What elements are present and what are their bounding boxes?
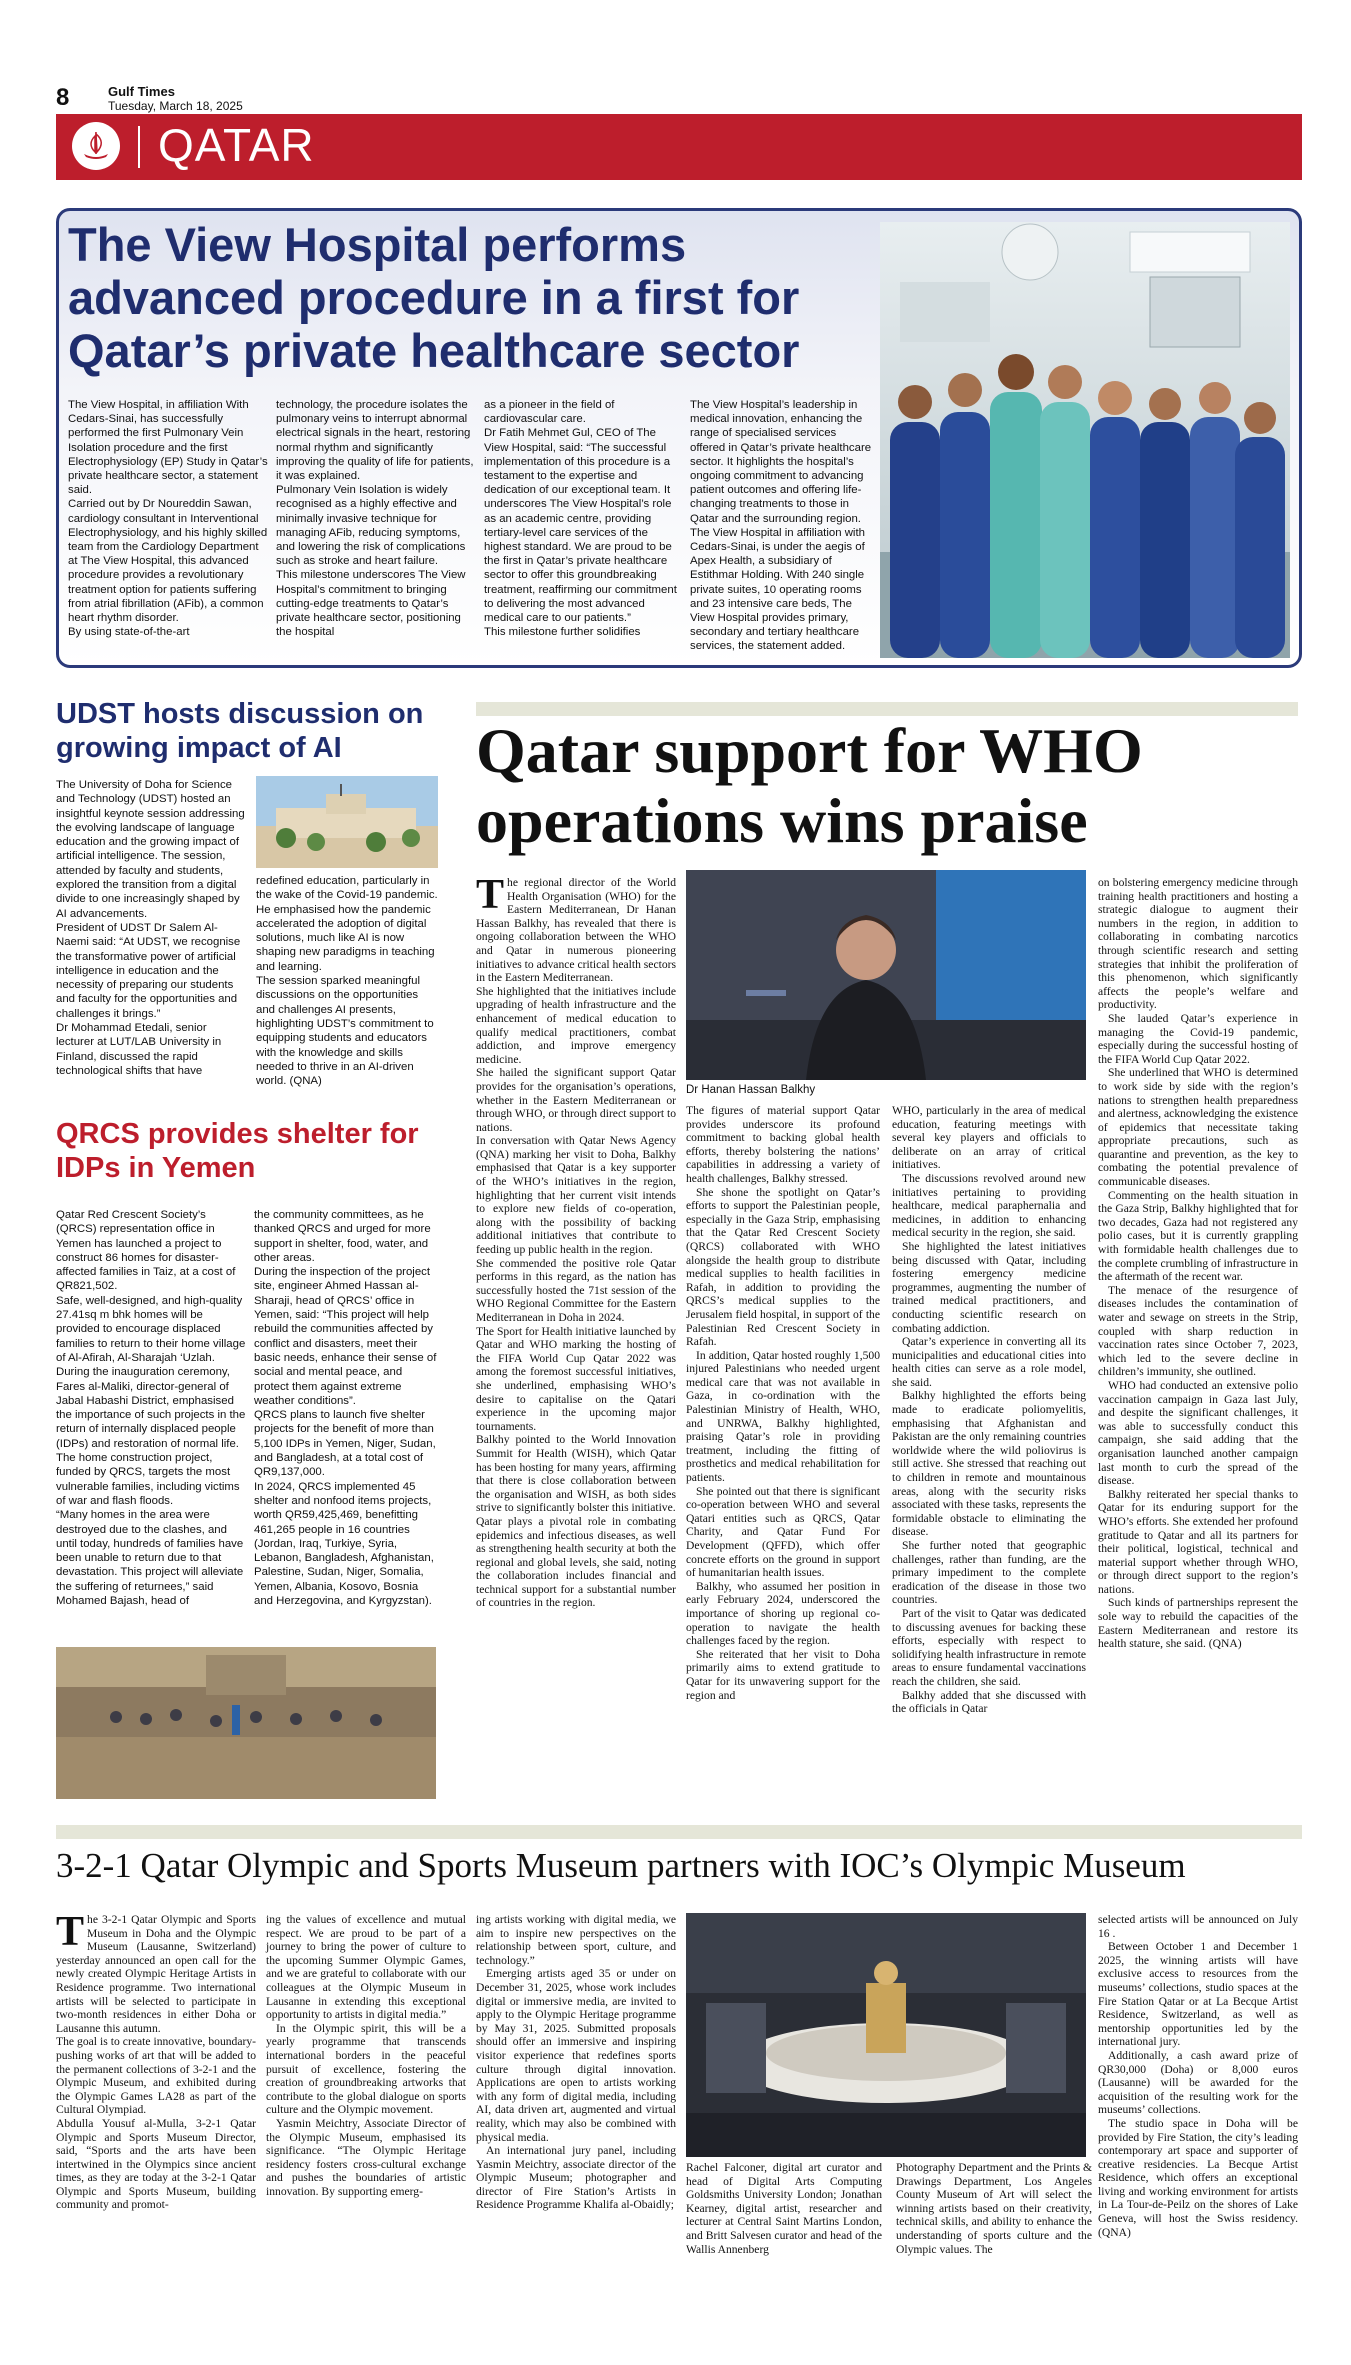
museum-column-5 <box>1098 1913 1298 2239</box>
paragraph: Pulmonary Vein Isolation is widely recognised as a highly effective and minimally invasive technique for managing AFib, reducing symptoms, and lowering the risk of complications such as stroke and heart failure. <box>276 484 466 568</box>
paragraph: Part of the visit to Qatar was dedicated to discussing avenues for backing these efforts, especially with respect to solidifying health infrastructure in remote areas to ensure fundamental vaccinations reach the children, she said. <box>892 1606 1086 1688</box>
page-number: 8 <box>56 84 70 111</box>
paragraph: selected artists will be announced on July 16 . <box>1098 1913 1298 1940</box>
paragraph: She highlighted the latest initiatives being discussed with Qatar, including fostering emergency medicine programmes, augmenting the number of trained medical practitioners, and conducting scientific research on combating addiction. <box>892 1239 1086 1335</box>
museum-column-4a: Rachel Falconer, digital art curator and head of Digital Arts Computing Goldsmiths University London; Jonathan Kearney, digital artist, researcher and lecturer at Central Saint Martins London, and Britt Salvesen curator and head of the Wallis Annenberg <box>686 2161 882 2256</box>
who-header-band <box>476 702 1298 716</box>
paragraph: In conversation with Qatar News Agency (QNA) marking her visit to Doha, Balkhy emphasised that Qatar is a key supporter of the WHO’s initiatives in the region, highlighting that her current visit intends to explore new fields of co-operation, along with the possibility of backing additional initiatives that contribute to feeding up public health in the region. <box>476 1134 676 1257</box>
who-column-3 <box>892 1104 1086 1716</box>
paragraph: The Sport for Health initiative launched by Qatar and WHO marking the hosting of the FIFA World Cup Qatar 2022 was among the foremost successful initiatives, she underlined, emphasising WHO’s desire to capitalise on the Qatari experience in the upcoming major tournaments. <box>476 1324 676 1433</box>
featured-column-3 <box>484 398 680 639</box>
paragraph: redefined education, particularly in the wake of the Covid-19 pandemic. He emphasised how the pandemic accelerated the adoption of digital solutions, much like AI is now shaping new paradigms in teaching and learning. <box>256 875 438 973</box>
paragraph: QRCS plans to launch five shelter projects for the benefit of more than 5,100 IDPs in Yemen, Niger, Sudan, and Bangladesh, at a total cost of QR9,137,000. <box>254 1409 436 1479</box>
paragraph: The studio space in Doha will be provided by Fire Station, the city’s leading contemporary art space and supporter of creative residencies. La Becque Artist Residence, which offers an exceptional living and working environment for artists in La Tour-de-Peilz on the shores of Lake Geneva, will host the Swiss residency. (QNA) <box>1098 2116 1298 2239</box>
newspaper-name: Gulf Times <box>108 84 175 99</box>
paragraph: “Many homes in the area were destroyed due to the clashes, and until today, hundreds of families have been unable to return due to that devastation. This project will alleviate the suffering of returnees,” said Mohamed Bajash, head of <box>56 1509 244 1608</box>
udst-headline: UDST hosts discussion on growing impact of AI <box>56 698 424 764</box>
hospital-team-photo <box>880 222 1290 658</box>
paragraph: Dr Fatih Mehmet Gul, CEO of The View Hospital, said: “The successful implementation of this procedure is a testament to the expertise and dedication of our exceptional team. It underscores The View Hospital’s role as an academic centre, providing tertiary-level care services of the highest standard. We are proud to be the first in Qatar’s private healthcare sector to offer this groundbreaking treatment, reaffirming our commitment to delivering the most advanced medical care to our patients.” <box>484 427 677 625</box>
paragraph: Between October 1 and December 1 2025, the winning artists will have exclusive access to resources from the museums’ collections, studio spaces at the Fire Station Qatar or at La Becque Artist Residence, Switzerland, as well as mentorship opportunities led by the international jury. <box>1098 1940 1298 2049</box>
paragraph: WHO, particularly in the area of medical education, featuring meetings with several key players and officials to deliberate on an array of critical initiatives. <box>892 1104 1086 1172</box>
museum-column-4b: Photography Department and the Prints & Drawings Department, Los Angeles County Museum of Art will select the winning artists based on their creativity, technical skills, and ability to enhance the understanding of sports culture and the Olympic values. The <box>896 2161 1092 2256</box>
paragraph: She hailed the significant support Qatar provides for the organisation’s operations, whether in the Eastern Mediterranean or through WHO, or through direct support to nations. <box>476 1066 676 1134</box>
paragraph: She underlined that WHO is determined to work side by side with the region’s nations to strengthen health preparedness and alertness, acknowledging the existence of epidemics that necessitate taking appropriate precautions, such as quarantine and prevention, as the key to combating the potential prevalence of communicable diseases. <box>1098 1066 1298 1189</box>
paragraph: In addition, Qatar hosted roughly 1,500 injured Palestinians who needed urgent medical care that was not available in Gaza, in co-ordination with the Palestinian Ministry of Health, WHO, and UNRWA, Balkhy highlighted, praising Qatar’s role in providing treatment, including the fitting of prosthetics and medical rehabilitation for patients. <box>686 1348 880 1485</box>
paragraph: The menace of the resurgence of diseases includes the contamination of water and sewage on streets in the Strip, coupled with sharp reduction in vaccination rates since October 7, 2023, which led to the severe decline in children’s immunity, she outlined. <box>1098 1283 1298 1379</box>
qrcs-column-2 <box>254 1208 440 1608</box>
paragraph: The home construction project, funded by QRCS, targets the most vulnerable families, including victims of war and flash floods. <box>56 1452 240 1507</box>
paragraph: Qatar’s experience in converting all its municipalities and educational cities into health cities can serve as a role model, she said. <box>892 1335 1086 1389</box>
who-column-1-text <box>476 872 676 1610</box>
paragraph: The View Hospital’s leadership in medical innovation, enhancing the range of specialised services offered in Qatar’s private healthcare sector. It highlights the hospital’s ongoing commitment to advancing patient outcomes and offering life-changing treatments to those in Qatar and the surrounding region. <box>690 399 872 525</box>
paragraph: She reiterated that her visit to Doha primarily aims to extend gratitude to Qatar for its unwavering support for the region and <box>686 1647 880 1702</box>
paragraph: technology, the procedure isolates the pulmonary veins to interrupt abnormal electrical signals in the heart, restoring normal rhythm and significantly improving the quality of life for patients, it was explained. <box>276 399 474 483</box>
paragraph: on bolstering emergency medicine through training health practitioners and hosting a strategic dialogue to augment their numbers in the region, in addition to collaborating in combating narcotics through scientific research and setting strategies that inhibit the proliferation of this phenomenon, which significantly affects the people’s welfare and productivity. <box>1098 876 1298 1012</box>
paragraph: Balkhy pointed to the World Innovation Summit for Health (WISH), which Qatar has been hosting for many years, affirming that there is close collaboration between the organisation and WISH, as both sides strive to significantly bolster this initiative. <box>476 1433 676 1515</box>
paragraph: During the inauguration ceremony, Fares al-Maliki, director-general of Jabal Habashi District, emphasised the importance of such projects in the return of internally displaced people (IDPs) and restoration of normal life. <box>56 1366 246 1450</box>
featured-column-1 <box>68 398 268 639</box>
who-director-photo <box>686 870 1086 1080</box>
featured-column-4 <box>690 398 872 654</box>
paragraph: The goal is to create innovative, boundary-pushing works of art that will be added to the permanent collections of 3-2-1 and the Olympic Museum, and exhibited during the Olympic Games LA28 as part of the Cultural Olympiad. <box>56 2035 256 2117</box>
paragraph: By using state-of-the-art <box>68 626 190 639</box>
paragraph: Dr Mohammad Etedali, senior lecturer at LUT/LAB University in Finland, discussed the rapid technological shifts that have <box>56 1022 222 1077</box>
paragraph: She shone the spotlight on Qatar’s efforts to support the Palestinian people, especially in the Gaza Strip, emphasising that the Qatar Red Crescent Society (QRCS) collaborated with WHO alongside the health group to distribute medical supplies to health facilities in Rafah, in addition to providing the QRCS’s medical supplies to the Jerusalem field hospital, in support of the Palestinian Red Crescent Society in Rafah. <box>686 1185 880 1349</box>
paragraph: Emerging artists aged 35 or under on December 31, 2025, whose work includes digital or immersive media, are invited to apply to the Olympic Heritage programme by May 31, 2025. Submitted proposals should offer an immersive and inspiring visitor experience that redefines sports culture through digital innovation. Applications are open to artists working with any form of digital media, including AI, data driven art, augmented and virtual reality, which may also be combined with physical media. <box>476 1967 676 2144</box>
who-dropcap: T <box>476 872 505 918</box>
paragraph: The View Hospital, in affiliation With Cedars-Sinai, has successfully performed the first Pulmonary Vein Isolation procedure and the first Electrophysiology (EP) Study in Qatar’s private healthcare sector, a statement said. <box>68 399 268 497</box>
paragraph: he 3-2-1 Qatar Olympic and Sports Museum in Doha and the Olympic Museum (Lausanne, Switzerland) yesterday announced an open call for the newly created Olympic Heritage Artists in Residence programme. Two international artists will be selected to participate in two-month residences in either Doha or Lausanne this autumn. <box>56 1913 256 2035</box>
paragraph: the community committees, as he thanked QRCS and urged for more support in shelter, food, water, and other areas. <box>254 1209 431 1264</box>
paragraph: Balkhy highlighted the efforts being made to eradicate poliomyelitis, emphasising that Afghanistan and Pakistan are the only remaining countries worldwide where the wild poliovirus is still active. She stressed that reaching out to children in remote and mountainous areas, along with the security risks associated with these tasks, represents the formidable obstacle to eliminating the disease. <box>892 1389 1086 1539</box>
paragraph: The discussions revolved around new initiatives pertaining to providing healthcare, medical paraphernalia and medicines, in addition to enhancing medical security in the region, she said. <box>892 1171 1086 1240</box>
paragraph: The View Hospital in affiliation with Cedars-Sinai, is under the aegis of Apex Health, a subsidiary of Estithmar Holding. With 240 single private suites, 10 operating rooms and 23 intensive care beds, The View Hospital provides primary, secondary and tertiary healthcare services, the statement added. <box>690 526 865 653</box>
paragraph: Balkhy, who assumed her position in early February 2024, underscored the importance of shoring up regional co-operation to navigate the health challenges faced by the region. <box>686 1579 880 1648</box>
museum-column-1 <box>56 1909 256 2212</box>
yemen-ceremony-photo <box>56 1647 436 1799</box>
featured-column-2 <box>276 398 476 639</box>
qrcs-column-1 <box>56 1208 246 1608</box>
qrcs-headline: QRCS provides shelter for IDPs in Yemen <box>56 1118 419 1184</box>
museum-column-3 <box>476 1913 676 2212</box>
paragraph: She pointed out that there is significant co-operation between WHO and several Qatari entities such as QRCS, Qatar Charity, and Qatar Fund For Development (QFFD), which offer concrete efforts on the ground in support of humanitarian health issues. <box>686 1484 880 1580</box>
paragraph: She commended the positive role Qatar performs in this regard, as the nation has successfully hosted the 71st session of the WHO Regional Committee for the Eastern Mediterranean in Doha in 2024. <box>476 1256 676 1324</box>
paragraph: During the inspection of the project site, engineer Ahmed Hassan al-Sharaji, head of QRCS’ office in Yemen, said: “This project will help rebuild the communities affected by conflict and disasters, meet their basic needs, enhance their sense of social and mental peace, and protect them against extreme weather conditions”. <box>254 1266 437 1407</box>
udst-column-2 <box>256 874 440 1088</box>
paragraph: The University of Doha for Science and Technology (UDST) hosted an insightful keynote session addressing the evolving landscape of language education and the growing impact of artificial intelligence. The session, attended by faculty and students, explored the transition from a digital divide to one increasingly shaped by AI advancements. <box>56 779 245 920</box>
paragraph: An international jury panel, including Yasmin Meichtry, associate director of the Olympic Museum; photographer and director of Fire Station’s Artists in Residence Programme Khalifa al-Obaidly; <box>476 2144 676 2212</box>
paragraph: This milestone underscores The View Hospital’s commitment to bringing cutting-edge treatments to Qatar’s private healthcare sector, positioning the hospital <box>276 569 466 639</box>
paragraph: The figures of material support Qatar provides underscore its profound commitment to backing global health efforts, thereby bolstering the nations’ capabilities in addressing a variety of health challenges, Balkhy stressed. <box>686 1104 880 1185</box>
paragraph: Balkhy reiterated her special thanks to Qatar for its enduring support for the WHO’s efforts. She extended her profound gratitude to Qatar and all its partners for their political, logistical, technical and material support whether through WHO, or through direct support to the region’s nations. <box>1098 1487 1298 1596</box>
paragraph: President of UDST Dr Salem Al-Naemi said: “At UDST, we recognise the transformative power of artificial intelligence in education and the necessity of preparing our students and faculty for the opportunities and challenges it brings.” <box>56 921 241 1020</box>
museum-dropcap: T <box>56 1909 85 1955</box>
paragraph: ing the values of excellence and mutual respect. We are proud to be part of a journey to bring the power of culture to the upcoming Summer Olympic Games, and we are grateful to collaborate with our colleagues at the Olympic Museum in Lausanne in extending this exceptional opportunity to artists in digital media.” <box>266 1913 466 2022</box>
paragraph: She highlighted that the initiatives include upgrading of health infrastructure and the enhancement of medical education to qualify medical practitioners, combat addiction, and improve emergency medicine. <box>476 984 676 1066</box>
museum-column-2 <box>266 1913 466 2198</box>
udst-campus-photo <box>256 776 438 868</box>
paragraph: Balkhy added that she discussed with the officials in Qatar <box>892 1688 1086 1716</box>
paragraph: In 2024, QRCS implemented 45 shelter and nonfood items projects, worth QR59,425,469, benefitting 461,265 people in 16 countries (Jordan, Iraq, Turkiye, Syria, Lebanon, Bangladesh, Afghanistan, Palestine, Sudan, Niger, Somalia, Yemen, Albania, Kosovo, Bosnia and Herzegovina, and Kyrgyzstan). <box>254 1480 434 1608</box>
paragraph: Commenting on the health situation in the Gaza Strip, Balkhy highlighted that for two decades, Gaza had not registered any polio cases, but it is currently grappling with formidable health challenges due to the complete crumbling of infrastructure in the aftermath of the recent war. <box>1098 1188 1298 1284</box>
who-photo-caption: Dr Hanan Hassan Balkhy <box>686 1084 816 1096</box>
museum-interior-photo <box>686 1913 1086 2157</box>
paragraph: Abdulla Yousuf al-Mulla, 3-2-1 Qatar Olympic and Sports Museum Director, said, “Sports and the arts have been intertwined in the Olympics since ancient times, as they are today at the 3-2-1 Qatar Olympic and Sports Museum, building community and promot- <box>56 2116 256 2212</box>
paragraph: WHO had conducted an extensive polio vaccination campaign in Gaza last July, and despite the significant challenges, it was able to successfully conduct this campaign, she said adding that the organisation launched another campaign last month to curb the spread of the disease. <box>1098 1378 1298 1488</box>
paragraph: Carried out by Dr Noureddin Sawan, cardiology consultant in Interventional Electrophysiology, and his highly skilled team from the Cardiology Department at The View Hospital, this advanced procedure provides a revolutionary treatment option for patients suffering from atrial fibrillation (AFib), a common heart rhythm disorder. <box>68 498 268 625</box>
dhow-logo-icon <box>72 122 120 170</box>
who-column-2 <box>686 1104 880 1702</box>
museum-header-band <box>56 1825 1302 1839</box>
who-column-1 <box>476 872 676 1610</box>
museum-headline: 3-2-1 Qatar Olympic and Sports Museum partners with IOC’s Olympic Museum <box>56 1846 1186 1885</box>
paragraph: The session sparked meaningful discussions on the opportunities and challenges AI presents, highlighting UDST’s commitment to equipping students and educators with the knowledge and skills needed to thrive in an AI-driven world. (QNA) <box>256 975 434 1088</box>
paragraph: Safe, well-designed, and high-quality 27.41sq m bhk homes will be provided to encourage displaced families to return to their home village of Al-Afirah, Al-Sharajah ‘Uzlah. <box>56 1294 246 1364</box>
featured-headline: The View Hospital performs advanced procedure in a first for Qatar’s private healthcare sector <box>68 218 800 377</box>
paragraph: Additionally, a cash award prize of QR30,000 (Doha) or 8,000 euros (Lausanne) will be awarded for the acquisition of the resulting work for the museums’ collections. <box>1098 2048 1298 2117</box>
paragraph: This milestone further solidifies <box>484 626 641 639</box>
paragraph: ing artists working with digital media, we aim to inspire new perspectives on the relationship between sport, culture, and technology.” <box>476 1913 676 1967</box>
paragraph: In the Olympic spirit, this will be a yearly programme that transcends international borders in the peaceful pursuit of excellence, fostering the creation of groundbreaking artworks that contribute to the global dialogue on sports culture and the Olympic movement. <box>266 2021 466 2117</box>
paragraph: Such kinds of partnerships represent the sole way to rebuild the capacities of the Eastern Mediterranean and restore its health stature, she said. (QNA) <box>1098 1596 1298 1651</box>
paragraph: Qatar plays a pivotal role in combating epidemics and infectious diseases, as well as strengthening health security at both the regional and global levels, she said, noting the collaboration includes financial and technical support for a substantial number of countries in the region. <box>476 1514 676 1610</box>
paragraph: as a pioneer in the field of cardiovascular care. <box>484 399 615 426</box>
paragraph: Qatar Red Crescent Society’s (QRCS) representation office in Yemen has launched a project to construct 86 homes for disaster-affected families in Taiz, at a cost of QR821,502. <box>56 1209 236 1293</box>
paragraph: he regional director of the World Health Organisation (WHO) for the Eastern Mediterranean, Dr Hanan Hassan Balkhy, has revealed that there is ongoing collaboration between the WHO and Qatar in numerous pioneering initiatives to advance critical health sectors in the Eastern Mediterranean. <box>476 876 676 985</box>
udst-column-1 <box>56 778 246 1078</box>
museum-column-1-text <box>56 1909 256 2212</box>
paragraph: Yasmin Meichtry, Associate Director of the Olympic Museum, emphasised its significance. “The Olympic Heritage residency fosters cross-cultural exchange and pushes the boundaries of artistic innovation. By supporting emerg- <box>266 2116 466 2198</box>
paragraph: She further noted that geographic challenges, rather than funding, are the primary impediment to the complete eradication of the disease in those two countries. <box>892 1539 1086 1607</box>
who-headline: Qatar support for WHO operations wins praise <box>476 715 1143 856</box>
who-column-4 <box>1098 876 1298 1651</box>
issue-date: Tuesday, March 18, 2025 <box>108 99 243 113</box>
section-title: QATAR <box>158 119 315 171</box>
paragraph: She lauded Qatar’s experience in managing the Covid-19 pandemic, especially during the successful hosting of the FIFA World Cup Qatar 2022. <box>1098 1011 1298 1066</box>
section-band-divider <box>138 126 140 168</box>
